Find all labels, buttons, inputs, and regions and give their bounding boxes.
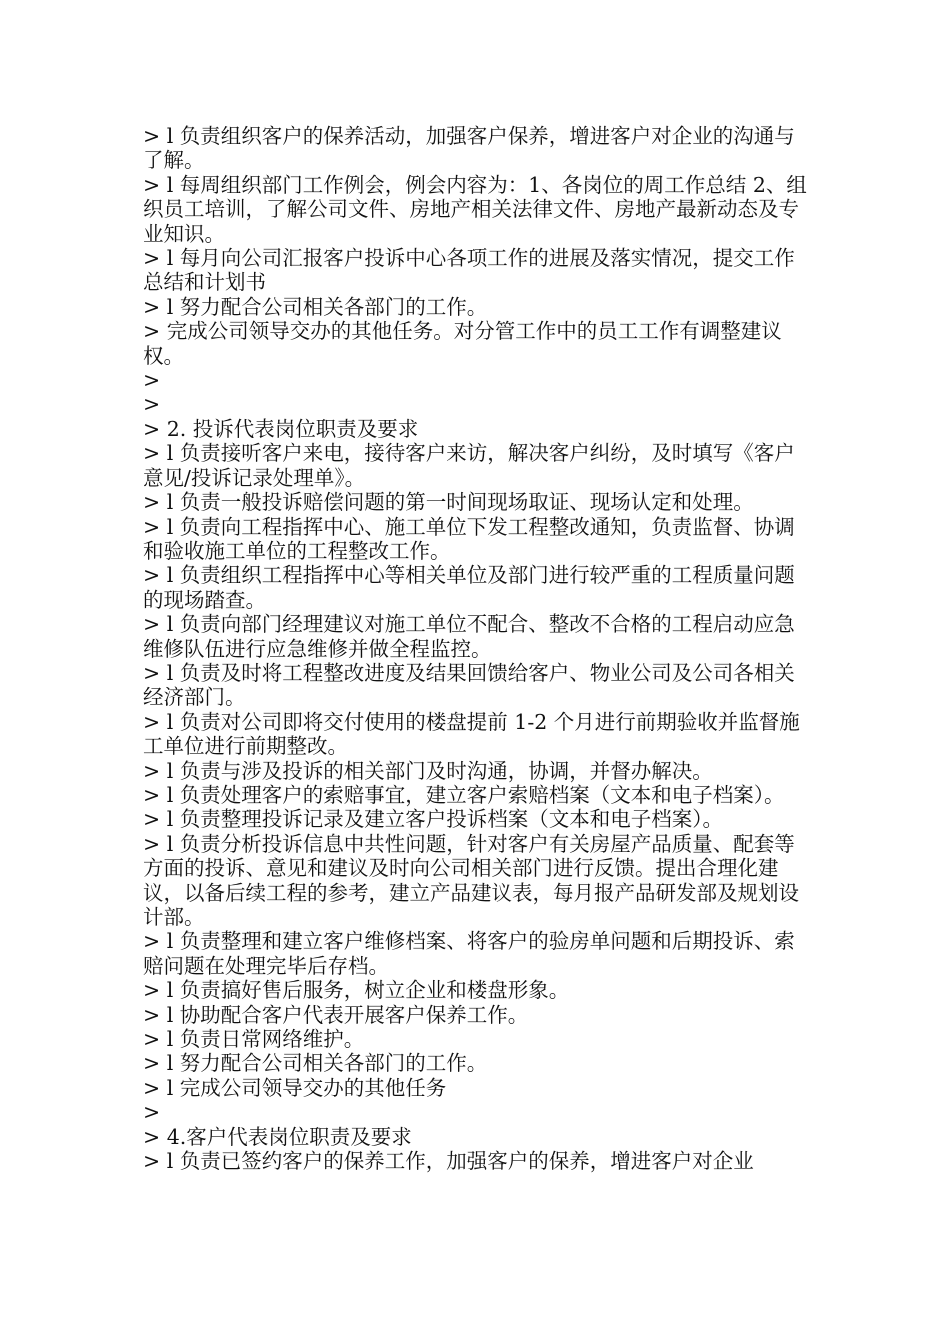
paragraph-5: > 完成公司领导交办的其他任务。对分管工作中的员工工作有调整建议权。 <box>143 319 782 368</box>
section-heading-complaint-representative: > 2. 投诉代表岗位职责及要求 <box>143 416 419 441</box>
paragraph-14: > l 负责及时将工程整改进度及结果回馈给客户、物业公司及公司各相关经济部门。 <box>143 660 795 710</box>
paragraph-2: > l 每周组织部门工作例会，例会内容为：1、各岗位的周工作总结 2、组织员工培训，了解公司文件、房地产相关法律文件、房地产最新动态及专业知识。 <box>143 172 807 246</box>
paragraph-23: > l 负责日常网络维护。 <box>143 1027 365 1052</box>
paragraph-6: > <box>143 368 161 393</box>
paragraph-20: > l 负责整理和建立客户维修档案、将客户的验房单问题和后期投诉、索赔问题在处理完毕后存档。 <box>143 929 795 978</box>
paragraph-17: > l 负责处理客户的索赔事宜，建立客户索赔档案（文本和电子档案）。 <box>143 782 785 807</box>
paragraph-11: > l 负责向工程指挥中心、施工单位下发工程整改通知，负责监督、协调和验收施工单位的工程整改工作。 <box>143 514 795 563</box>
paragraph-28: > l 负责已签约客户的保养工作，加强客户的保养，增进客户对企业 <box>143 1149 754 1174</box>
paragraph-19: > l 负责分析投诉信息中共性问题，针对客户有关房屋产品质量、配套等方面的投诉、意见和建议及时向公司相关部门进行反馈。提出合理化建议，以备后续工程的参考，建立产品建议表，每月报产品研发部及规划设计部。 <box>143 831 799 929</box>
paragraph-4: > l 努力配合公司相关各部门的工作。 <box>143 294 488 319</box>
paragraph-1: > l 负责组织客户的保养活动，加强客户保养，增进客户对企业的沟通与了解。 <box>143 124 795 173</box>
paragraph-24: > l 努力配合公司相关各部门的工作。 <box>143 1051 488 1076</box>
paragraph-3: > l 每月向公司汇报客户投诉中心各项工作的进展及落实情况，提交工作总结和计划书 <box>143 246 795 295</box>
section-heading-customer-representative: > 4.客户代表岗位职责及要求 <box>143 1124 412 1149</box>
paragraph-22: > l 协助配合客户代表开展客户保养工作。 <box>143 1002 529 1027</box>
paragraph-26: > <box>143 1100 161 1125</box>
paragraph-13: > l 负责向部门经理建议对施工单位不配合、整改不合格的工程启动应急维修队伍进行应急维修并做全程监控。 <box>143 612 795 661</box>
paragraph-7: > <box>143 392 161 417</box>
paragraph-12: > l 负责组织工程指挥中心等相关单位及部门进行较严重的工程质量问题的现场踏查。 <box>143 563 795 612</box>
paragraph-16: > l 负责与涉及投诉的相关部门及时沟通，协调，并督办解决。 <box>143 758 713 783</box>
document-body <box>143 124 813 1173</box>
paragraph-21: > l 负责搞好售后服务，树立企业和楼盘形象。 <box>143 978 570 1003</box>
paragraph-25: > l 完成公司领导交办的其他任务 <box>143 1075 447 1100</box>
paragraph-18: > l 负责整理投诉记录及建立客户投诉档案（文本和电子档案）。 <box>143 807 724 832</box>
paragraph-10: > l 负责一般投诉赔偿问题的第一时间现场取证、现场认定和处理。 <box>143 490 754 515</box>
paragraph-15: > l 负责对公司即将交付使用的楼盘提前 1-2 个月进行前期验收并监督施工单位进行前期整改。 <box>143 709 800 759</box>
paragraph-9: > l 负责接听客户来电，接待客户来访，解决客户纠纷，及时填写《客户意见/投诉记录处理单》。 <box>143 441 795 490</box>
